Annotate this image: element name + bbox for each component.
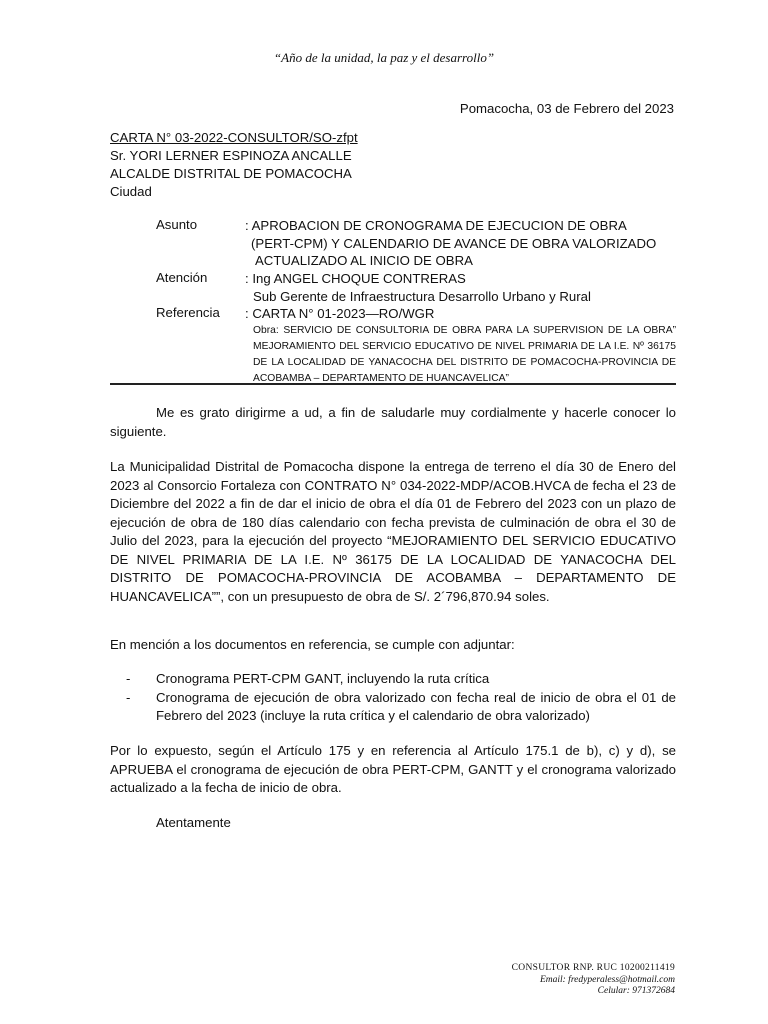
recipient-city: Ciudad: [110, 184, 152, 199]
attachments-list: [126, 670, 676, 726]
attention-line: : Ing ANGEL CHOQUE CONTRERAS: [245, 271, 466, 286]
attention-line: Sub Gerente de Infraestructura Desarrollo Urbano y Rural: [253, 288, 591, 304]
letter-header: [110, 129, 358, 201]
main-paragraph: La Municipalidad Distrital de Pomacocha dispone la entrega de terreno el día 30 de Enero del 2023 al Consorcio Fortaleza con CONTRATO N° 034-2022-MDP/ACOB.HVCA de fecha el 23 de Diciembre del 2022 a fin de dar el inicio de obra el día 01 de Febrero del 2023 con un plazo de ejecución de obra de 180 días calendario con fecha prevista de culminación de obra el 30 de Julio del 2023, para la ejecución del proyecto “MEJORAMIENTO DEL SERVICIO EDUCATIVO DE NIVEL PRIMARIA DE LA I.E. Nº 36175 DE LA LOCALIDAD DE YANACOCHA DEL DISTRITO DE POMACOCHA-PROVINCIA DE ACOBAMBA – DEPARTAMENTO DE HUANCAVELICA””, con un presupuesto de obra de S/. 2´796,870.94 soles.: [110, 459, 676, 604]
attention-block: [110, 270, 676, 305]
attachments-intro: En mención a los documentos en referencia, se cumple con adjuntar:: [110, 637, 515, 652]
subject-line: : APROBACION DE CRONOGRAMA DE EJECUCION DE OBRA: [245, 218, 627, 233]
recipient-name: Sr. YORI LERNER ESPINOZA ANCALLE: [110, 148, 352, 163]
year-motto: “Año de la unidad, la paz y el desarrollo”: [273, 50, 495, 65]
list-item: - Cronograma de ejecución de obra valorizado con fecha real de inicio de obra el 01 de Febrero del 2023 (incluye la ruta crítica y el calendario de obra valorizado): [126, 689, 676, 723]
subject-line: ACTUALIZADO AL INICIO DE OBRA: [255, 253, 473, 268]
footer-ruc: CONSULTOR RNP. RUC 10200211419: [511, 963, 675, 973]
reference-project-description: Obra: SERVICIO DE CONSULTORIA DE OBRA PARA LA SUPERVISION DE LA OBRA” MEJORAMIENTO DEL SERVICIO EDUCATIVO DE NIVEL PRIMARIA DE LA I.E. Nº 36175 DE LA LOCALIDAD DE YANACOCHA DEL DISTRITO DE POMACOCHA-PROVINCIA DE ACOBAMBA – DEPARTAMENTO DE HUANCAVELICA”: [253, 324, 676, 384]
bullet-dash-icon: -: [126, 689, 131, 705]
section-divider: [110, 383, 676, 385]
subject-label: Asunto: [156, 217, 198, 232]
closing-text: Atentamente: [156, 815, 231, 830]
subject-line: (PERT-CPM) Y CALENDARIO DE AVANCE DE OBRA VALORIZADO: [251, 235, 657, 251]
consultant-footer: [512, 963, 675, 998]
attention-label: Atención: [156, 270, 208, 285]
approval-paragraph: Por lo expuesto, según el Artículo 175 y en referencia al Artículo 175.1 de b), c) y d), se APRUEBA el cronograma de ejecución de obra PERT-CPM, GANTT y el cronograma valorizado actualizado a la fecha de inicio de obra.: [110, 743, 676, 795]
greeting-paragraph: Me es grato dirigirme a ud, a fin de saludarle muy cordialmente y hacerle conocer lo siguiente.: [110, 405, 676, 439]
footer-email: Email: fredyperaless@hotmail.com: [539, 974, 675, 985]
reference-block: [110, 305, 676, 387]
reference-line: : CARTA N° 01-2023—RO/WGR: [245, 306, 435, 321]
bullet-dash-icon: -: [126, 671, 131, 686]
reference-label: Referencia: [156, 305, 220, 320]
footer-phone: Celular: 971372684: [597, 986, 675, 996]
recipient-position: ALCALDE DISTRITAL DE POMACOCHA: [110, 166, 352, 181]
letter-date: Pomacocha, 03 de Febrero del 2023: [459, 101, 674, 116]
list-item: - Cronograma PERT-CPM GANT, incluyendo la ruta crítica: [126, 670, 676, 689]
subject-block: [110, 217, 676, 270]
letter-reference-number: CARTA N° 03-2022-CONSULTOR/SO-zfpt: [110, 130, 358, 145]
